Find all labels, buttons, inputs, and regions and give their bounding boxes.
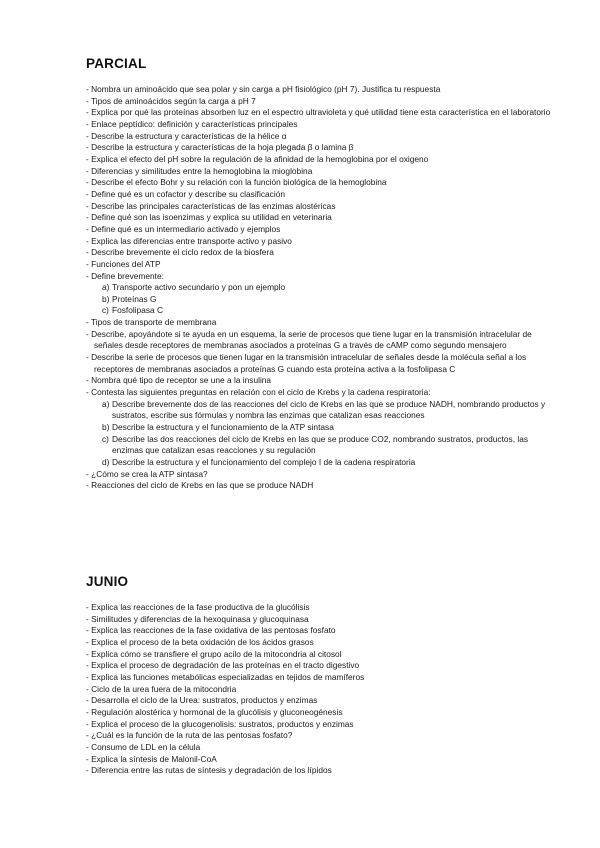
- bullet-dash: -: [86, 352, 92, 363]
- question-item: [86, 84, 556, 96]
- question-item: [86, 247, 556, 259]
- question-item: [86, 742, 556, 754]
- question-item: [86, 317, 556, 329]
- question-text: Explica las funciones metabólicas especializadas en tejidos de mamíferos: [91, 671, 365, 682]
- sub-question-item: [86, 305, 556, 317]
- question-text: ¿Cómo se crea la ATP sintasa?: [91, 468, 208, 479]
- bullet-dash: -: [86, 671, 92, 682]
- question-text: Reacciones del ciclo de Krebs en las que se produce NADH: [91, 480, 314, 491]
- question-item: [86, 765, 556, 777]
- question-text: Describe la serie de procesos que tienen lugar en la transmisión intracelular de señales desde la molécula señal a los receptores de membranas asociados a proteínas G cuando esta proteína activa a la fosfolipasa C: [91, 352, 527, 374]
- question-text: Explica cómo se transfiere el grupo acilo de la mitocondria al citosol: [91, 648, 342, 659]
- bullet-dash: -: [86, 625, 92, 636]
- question-item: [86, 224, 556, 236]
- sub-question-text: Transporte activo secundario y pon un ejemplo: [112, 282, 286, 293]
- question-text: Diferencia entre las rutas de síntesis y degradación de los lípidos: [91, 765, 332, 776]
- question-text: Tipos de transporte de membrana: [90, 317, 217, 328]
- sub-question-item: [86, 282, 556, 294]
- question-text: Define brevemente:: [91, 270, 164, 281]
- sub-question-label: d): [102, 457, 110, 467]
- question-text: Explica las diferencias entre transporte activo y pasivo: [91, 235, 292, 246]
- question-text: Explica el efecto del pH sobre la regulación de la afinidad de la hemoglobina por el oxigeno: [91, 153, 429, 164]
- bullet-dash: -: [86, 95, 91, 106]
- question-item: [86, 96, 556, 108]
- sub-question-text: Describe la estructura y el funcionamiento del complejo I de la cadena respiratoria: [112, 457, 416, 467]
- question-item: [86, 387, 556, 399]
- question-item: [86, 352, 556, 375]
- question-item: [86, 142, 556, 154]
- question-text: Explica las reacciones de la fase productiva de la glucólisis: [91, 602, 310, 612]
- bullet-dash: -: [86, 648, 92, 659]
- question-item: [86, 166, 556, 178]
- bullet-dash: -: [86, 683, 92, 694]
- sub-question-label: a): [102, 398, 110, 409]
- question-text: Similitudes y diferencias de la hexoquinasa y glucoquinasa: [91, 613, 309, 624]
- question-text: Explica la síntesis de Malonil-CoA: [91, 753, 217, 764]
- bullet-dash: -: [86, 223, 92, 234]
- bullet-dash: -: [86, 602, 92, 612]
- question-item: [86, 672, 556, 684]
- sub-question-item: [86, 457, 556, 469]
- sub-question-text: Describe brevemente dos de las reacciones del ciclo de Krebs en las que se produce NADH, nombrando productos y sustratos, escribe sus fórmulas y nombra las enzimas que catalizan esas reacciones: [112, 398, 546, 421]
- bullet-dash: -: [86, 165, 92, 176]
- question-item: [86, 719, 556, 731]
- question-text: Diferencias y similitudes entre la hemoglobina la mioglobina: [91, 165, 313, 176]
- question-item: [86, 212, 556, 224]
- question-item: [86, 730, 556, 742]
- bullet-dash: -: [86, 177, 92, 188]
- bullet-dash: -: [86, 258, 92, 269]
- bullet-dash: -: [86, 153, 92, 164]
- bullet-dash: -: [86, 387, 92, 398]
- question-text: Contesta las siguientes preguntas en relación con el ciclo de Krebs y la cadena respiratoria:: [91, 387, 431, 398]
- question-text: Explica el proceso de la beta oxidación de los ácidos grasos: [91, 636, 314, 647]
- question-text: Explica por qué las proteínas absorben luz en el espectro ultravioleta y qué utilidad tiene esta característica en el laboratorio: [91, 107, 551, 118]
- question-item: [86, 375, 556, 387]
- question-item: [86, 189, 556, 201]
- bullet-dash: -: [86, 118, 92, 129]
- section-junio: [86, 574, 556, 777]
- bullet-dash: -: [86, 200, 92, 211]
- question-text: Describe, apoyándote si te ayuda en un esquema, la serie de procesos que tiene lugar en la transmisión intracelular de señales desde receptores de membranas asociados a proteínas G a través de cAMP como segundo mensajero: [91, 328, 532, 351]
- bullet-dash: -: [86, 188, 92, 199]
- sub-question-text: Fosfolipasa C: [112, 305, 164, 316]
- question-item: [86, 614, 556, 626]
- question-item: [86, 177, 556, 189]
- question-item: [86, 649, 556, 661]
- bullet-dash: -: [86, 741, 92, 752]
- question-text: Nombra un aminoácido que sea polar y sin carga a pH fisiológico (pH 7). Justifica tu respuesta: [91, 84, 441, 94]
- bullet-dash: -: [86, 375, 92, 386]
- bullet-dash: -: [86, 107, 92, 118]
- bullet-dash: -: [86, 718, 92, 729]
- question-item: [86, 660, 556, 672]
- bullet-dash: -: [86, 130, 92, 141]
- sub-question-label: c): [102, 433, 109, 444]
- question-text: Regulación alostérica y hormonal de la glucólisis y gluconeogénesis: [91, 706, 343, 717]
- question-text: Ciclo de la urea fuera de la mitocondria: [91, 683, 237, 694]
- sub-question-label: a): [102, 282, 110, 293]
- question-list: [86, 84, 556, 492]
- question-text: ¿Cuál es la función de la ruta de las pentosas fosfato?: [91, 730, 293, 741]
- question-item: [86, 480, 556, 492]
- question-item: [86, 684, 556, 696]
- question-text: Tipos de aminoácidos según la carga a pH 7: [90, 95, 256, 106]
- question-item: [86, 259, 556, 271]
- question-item: [86, 201, 556, 213]
- question-text: Define qué es un cofactor y describe su clasificación: [91, 188, 285, 199]
- sub-question-label: b): [102, 293, 110, 304]
- bullet-dash: -: [86, 328, 92, 339]
- bullet-dash: -: [86, 753, 92, 764]
- question-text: Explica el proceso de la glucogenolisis: sustratos, productos y enzimas: [91, 718, 354, 729]
- section-title: PARCIAL: [86, 56, 147, 71]
- question-text: Consumo de LDL en la célula: [91, 741, 201, 752]
- bullet-dash: -: [86, 142, 92, 153]
- question-item: [86, 236, 556, 248]
- question-item: [86, 637, 556, 649]
- question-text: Funciones del ATP: [91, 258, 161, 269]
- bullet-dash: -: [86, 235, 92, 246]
- sub-question-label: c): [102, 305, 109, 316]
- bullet-dash: -: [86, 480, 92, 491]
- question-text: Explica las reacciones de la fase oxidativa de las pentosas fosfato: [91, 625, 336, 636]
- sub-question-item: [86, 399, 556, 422]
- question-text: Describe brevemente el ciclo redox de la biosfera: [91, 247, 274, 258]
- bullet-dash: -: [86, 730, 92, 741]
- sub-question-text: Describe la estructura y el funcionamiento de la ATP sintasa: [112, 422, 334, 433]
- question-text: Enlace peptídico: definición y características principales: [91, 118, 298, 129]
- question-item: [86, 119, 556, 131]
- question-item: [86, 131, 556, 143]
- sub-question-label: b): [102, 422, 110, 433]
- question-item: [86, 625, 556, 637]
- question-item: [86, 695, 556, 707]
- question-text: Define qué son las isoenzimas y explica su utilidad en veterinaria: [91, 212, 332, 223]
- question-item: [86, 707, 556, 719]
- question-text: Explica el proceso de degradación de las proteínas en el tracto digestivo: [91, 660, 360, 671]
- bullet-dash: -: [86, 468, 92, 479]
- sub-question-item: [86, 422, 556, 434]
- bullet-dash: -: [86, 613, 92, 624]
- question-text: Describe la estructura y características de la hélice α: [91, 130, 287, 141]
- sub-question-text: Describe las dos reacciones del ciclo de Krebs en las que se produce CO2, nombrando sustratos, productos, las enzimas que catalizan esas reacciones y su regulación: [112, 433, 529, 456]
- section-parcial: [86, 56, 556, 492]
- section-title: JUNIO: [86, 574, 129, 589]
- bullet-dash: -: [86, 765, 92, 776]
- question-text: Describe la estructura y características de la hoja plegada β o lamina β: [91, 142, 354, 153]
- question-text: Describe el efecto Bohr y su relación con la función biológica de la hemoglobina: [91, 177, 387, 188]
- question-text: Desarrolla el ciclo de la Urea: sustratos, productos y enzimas: [91, 695, 318, 706]
- bullet-dash: -: [86, 247, 92, 258]
- question-item: [86, 754, 556, 766]
- bullet-dash: -: [86, 660, 92, 671]
- question-list: [86, 602, 556, 777]
- question-text: Nombra qué tipo de receptor se une a la insulina: [91, 375, 272, 386]
- bullet-dash: -: [86, 695, 92, 706]
- question-text: Define qué es un intermediario activado y ejemplos: [91, 223, 281, 234]
- bullet-dash: -: [86, 212, 92, 223]
- question-text: Describe las principales características de las enzimas alostéricas: [91, 200, 336, 211]
- sub-question-item: [86, 434, 556, 457]
- bullet-dash: -: [86, 706, 92, 717]
- question-item: [86, 107, 556, 119]
- bullet-dash: -: [86, 84, 92, 94]
- bullet-dash: -: [86, 636, 92, 647]
- sub-question-item: [86, 294, 556, 306]
- sub-question-text: Proteínas G: [112, 293, 157, 304]
- question-item: [86, 271, 556, 283]
- question-item: [86, 469, 556, 481]
- question-item: [86, 329, 556, 352]
- bullet-dash: -: [86, 270, 92, 281]
- bullet-dash: -: [86, 317, 91, 328]
- question-item: [86, 154, 556, 166]
- question-item: [86, 602, 556, 614]
